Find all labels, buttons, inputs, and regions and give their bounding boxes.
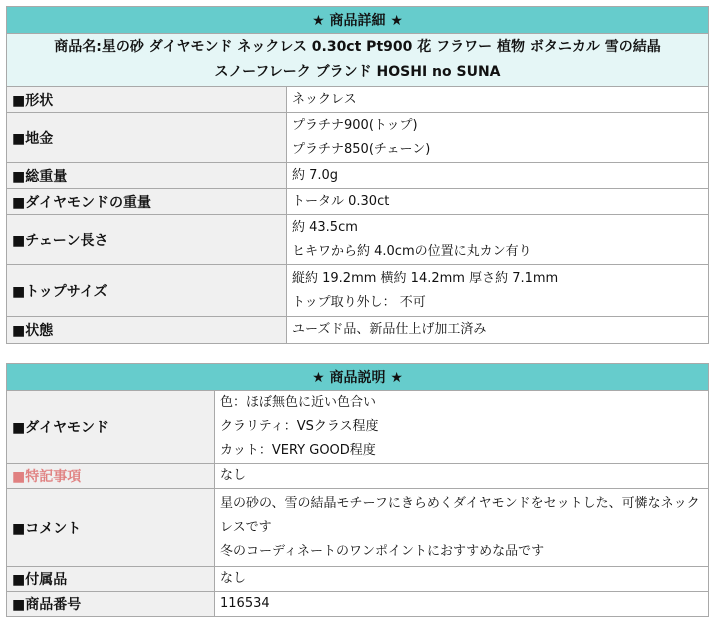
detail-row-metal xyxy=(7,113,709,163)
row-value xyxy=(215,567,709,592)
row-label: ■形状 xyxy=(7,87,287,113)
product-title xyxy=(7,34,709,87)
row-label: ■状態 xyxy=(7,317,287,344)
desc-row-comment xyxy=(7,489,709,567)
value-line: ネックレス xyxy=(292,91,357,107)
row-label: ■チェーン長さ xyxy=(7,215,287,265)
value-line: プラチナ850(チェーン) xyxy=(292,141,431,157)
value-line: クラリティ：VSクラス程度 xyxy=(220,419,379,434)
value-line: 星の砂の、雪の結晶モチーフにきらめくダイヤモンドをセットした、可憐なネックレスです xyxy=(220,495,700,535)
detail-row-condition xyxy=(7,317,709,344)
detail-row-shape xyxy=(7,87,709,113)
row-label: ■特記事項 xyxy=(7,464,215,489)
description-header: ★ 商品説明 ★ xyxy=(7,364,709,391)
row-label: ■トップサイズ xyxy=(7,265,287,317)
product-description-table xyxy=(6,363,709,617)
value-line: ユーズド品、新品仕上げ加工済み xyxy=(292,322,487,337)
value-line: カット：VERY GOOD程度 xyxy=(220,443,376,458)
row-value xyxy=(287,113,709,163)
value-line: 縦約 19.2mm 横約 14.2mm 厚さ約 7.1mm xyxy=(292,270,559,286)
value-line: プラチナ900(トップ) xyxy=(292,117,418,133)
row-value xyxy=(215,592,709,617)
detail-row-top-size xyxy=(7,265,709,317)
value-line: 色：ほぼ無色に近い色合い xyxy=(220,395,377,410)
row-value xyxy=(287,265,709,317)
value-line: 約 7.0g xyxy=(292,167,339,183)
row-value xyxy=(287,87,709,113)
detail-header: ★ 商品詳細 ★ xyxy=(7,7,709,34)
row-value xyxy=(287,317,709,344)
row-label: ■総重量 xyxy=(7,163,287,189)
row-value xyxy=(215,464,709,489)
product-detail-table xyxy=(6,6,709,344)
detail-row-chain-length xyxy=(7,215,709,265)
row-value xyxy=(287,189,709,215)
row-label: ■コメント xyxy=(7,489,215,567)
row-value xyxy=(287,163,709,189)
value-line: 116534 xyxy=(220,596,270,611)
desc-row-diamond xyxy=(7,391,709,464)
desc-row-accessories xyxy=(7,567,709,592)
row-label: ■地金 xyxy=(7,113,287,163)
value-line: トータル 0.30ct xyxy=(292,193,390,209)
product-title-line1: 商品名:星の砂 ダイヤモンド ネックレス 0.30ct Pt900 花 フラワー 植物 ボタニカル 雪の結晶 xyxy=(54,39,661,55)
row-label: ■商品番号 xyxy=(7,592,215,617)
row-label: ■ダイヤモンド xyxy=(7,391,215,464)
value-line: なし xyxy=(220,468,247,483)
value-line: トップ取り外し： 不可 xyxy=(292,294,426,310)
value-line: ヒキワから約 4.0cmの位置に丸カン有り xyxy=(292,243,532,259)
product-title-line2: スノーフレーク ブランド HOSHI no SUNA xyxy=(214,64,501,80)
desc-row-special-notes xyxy=(7,464,709,489)
detail-row-diamond-weight xyxy=(7,189,709,215)
row-value xyxy=(287,215,709,265)
value-line: 冬のコーディネートのワンポイントにおすすめな品です xyxy=(220,543,545,559)
row-value xyxy=(215,391,709,464)
desc-row-item-number xyxy=(7,592,709,617)
row-value xyxy=(215,489,709,567)
row-label: ■ダイヤモンドの重量 xyxy=(7,189,287,215)
value-line: 約 43.5cm xyxy=(292,219,358,235)
row-label: ■付属品 xyxy=(7,567,215,592)
detail-row-total-weight xyxy=(7,163,709,189)
value-line: なし xyxy=(220,571,247,586)
